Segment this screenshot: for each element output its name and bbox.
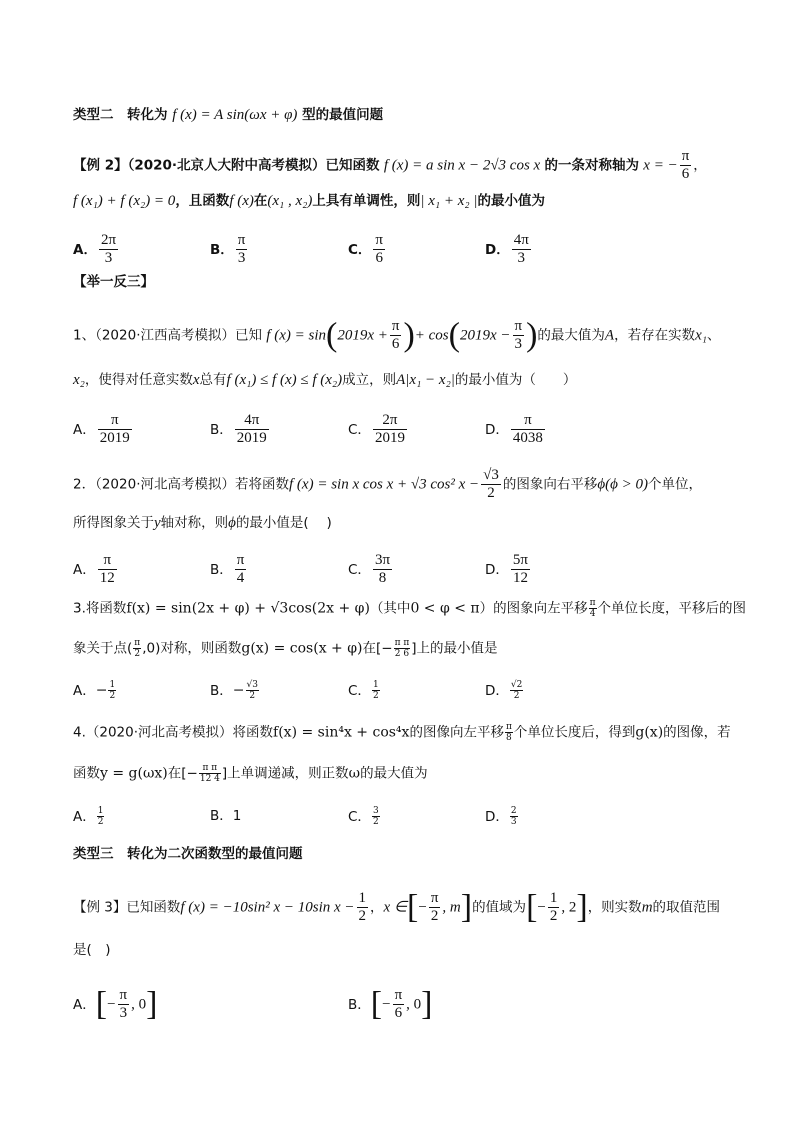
option-b[interactable]: B． $\frac{\pi}{4}$ bbox=[210, 552, 245, 586]
formula: f (x) bbox=[229, 193, 254, 209]
option-d[interactable]: D． $\frac{4\pi}{3}$ bbox=[485, 232, 529, 266]
option-d[interactable]: D． $\frac{√2}{2}$ bbox=[485, 680, 523, 701]
option-c[interactable]: C． $\frac{1}{2}$ bbox=[348, 680, 379, 701]
section-2-formula: f (x) = A sin(ωx + φ) bbox=[172, 107, 298, 123]
option-d[interactable]: D． $\frac{\pi}{4038}$ bbox=[485, 412, 543, 446]
question-3-line-1: 3.将函数f(x) = sin(2x + φ) + √3cos(2x + φ)（其中0 < φ < π）的图象向左平移 $\frac{\pi}{4}$ 个单位长度，平移后的图 bbox=[73, 598, 747, 619]
option-a[interactable]: A． $\frac{1}{2}$ bbox=[73, 806, 104, 827]
question-4-line-2: 函数y = g(ωx)在[− $\frac{\text{π π}}{12 4}$ ]上单调递减，则正数ω的最大值为 bbox=[73, 763, 428, 784]
example-2-line-1: 【例 2】（2020·北京人大附中高考模拟）已知函数 f (x) = a sin x − 2√3 cos x 的一条对称轴为 x = − $\frac{\pi}{6}$ ， bbox=[73, 148, 707, 182]
example-3-line-1: 【例 3】已知函数f (x) = −10sin² x − 10sin x − $\frac{1}{2}$ ，x ∈[− $\frac{\pi}{2}$ , m]的值域为[− $\frac{1}{2}$ , 2]，则实数m的取值范围 bbox=[73, 888, 721, 926]
option-c[interactable]: C． $\frac{3}{2}$ bbox=[348, 806, 379, 827]
section-2-title: 类型二 转化为 bbox=[73, 107, 168, 123]
option-a[interactable]: A． $\frac{\pi}{12}$ bbox=[73, 552, 115, 586]
formula: | x₁ + x₂ | bbox=[420, 193, 478, 209]
option-a[interactable]: A． $\frac{\pi}{2019}$ bbox=[73, 412, 130, 446]
option-d[interactable]: D． $\frac{5\pi}{12}$ bbox=[485, 552, 528, 586]
option-a[interactable]: A． $\frac{2\pi}{3}$ bbox=[73, 232, 117, 266]
question-2-line-1: 2．（2020·河北高考模拟）若将函数f (x) = sin x cos x + √3 cos² x − $\frac{√3}{2}$ 的图象向右平移ϕ(ϕ > 0)个单位， bbox=[73, 467, 703, 501]
text: 的一条对称轴为 bbox=[544, 157, 639, 174]
option-b[interactable]: B． $\frac{4\pi}{2019}$ bbox=[210, 412, 267, 446]
text: 已知函数 bbox=[325, 157, 380, 174]
option-b[interactable]: B．1 bbox=[210, 808, 242, 824]
option-a[interactable]: A．− $\frac{1}{2}$ bbox=[73, 680, 116, 701]
option-c[interactable]: C． $\frac{\pi}{6}$ bbox=[348, 232, 383, 266]
example-3-line-2: 是( ) bbox=[73, 942, 111, 958]
option-b[interactable]: B．[− $\frac{\pi}{6}$ , 0] bbox=[348, 985, 433, 1023]
example-2-line-2 bbox=[73, 191, 545, 211]
question-1-line-2: x₂，使得对任意实数x总有f (x₁) ≤ f (x) ≤ f (x₂)成立，则A|x₁ − x₂|的最小值为（ ） bbox=[73, 372, 577, 388]
formula: (x₁ , x₂) bbox=[267, 193, 313, 209]
section-2-heading bbox=[73, 105, 383, 125]
option-b[interactable]: B．− $\frac{√3}{2}$ bbox=[210, 680, 258, 701]
jyfs-heading: 【举一反三】 bbox=[73, 274, 154, 290]
fraction: $\frac{\pi}{6}$ bbox=[681, 148, 690, 182]
section-3-heading: 类型三 转化为二次函数型的最值问题 bbox=[73, 846, 303, 862]
option-d[interactable]: D． $\frac{2}{3}$ bbox=[485, 806, 517, 827]
option-c[interactable]: C． $\frac{2\pi}{2019}$ bbox=[348, 412, 405, 446]
formula: f (x) = a sin x − 2√3 cos x bbox=[383, 157, 541, 174]
text: 上具有单调性，则 bbox=[312, 193, 421, 209]
text: 的最小值为 bbox=[477, 193, 546, 209]
question-3-line-2: 象关于点( $\frac{\pi}{2}$ ,0)对称，则函数g(x) = cos(x + φ)在[− $\frac{\text{π π}}{2 6}$ ]上的最小值是 bbox=[73, 638, 498, 659]
section-2-tail: 型的最值问题 bbox=[302, 107, 384, 123]
text: 在 bbox=[253, 193, 268, 209]
option-c[interactable]: C． $\frac{3\pi}{8}$ bbox=[348, 552, 391, 586]
question-2-line-2: 所得图象关于y轴对称，则ϕ的最小值是( ) bbox=[73, 515, 332, 531]
example-tag: 【例 2】 bbox=[73, 157, 128, 174]
option-a[interactable]: A．[− $\frac{\pi}{3}$ , 0] bbox=[73, 985, 158, 1023]
option-b[interactable]: B． $\frac{\pi}{3}$ bbox=[210, 232, 246, 266]
question-1-line-1: 1、（2020·江西高考模拟）已知 f (x) = sin(2019x + $\frac{\pi}{6}$ )+ cos(2019x − $\frac{\pi}{3}$ )的最大值为A，若存在实数x₁、 bbox=[73, 316, 721, 354]
text: ，且函数 bbox=[175, 193, 230, 209]
formula: x = − bbox=[643, 157, 678, 174]
formula: f (x₁) + f (x₂) = 0 bbox=[73, 193, 176, 209]
example-source: （2020·北京人大附中高考模拟） bbox=[127, 157, 326, 174]
question-4-line-1: 4.（2020·河北高考模拟）将函数f(x) = sin⁴x + cos⁴x的图像向左平移 $\frac{\pi}{8}$ 个单位长度后，得到g(x)的图像，若 bbox=[73, 722, 731, 743]
